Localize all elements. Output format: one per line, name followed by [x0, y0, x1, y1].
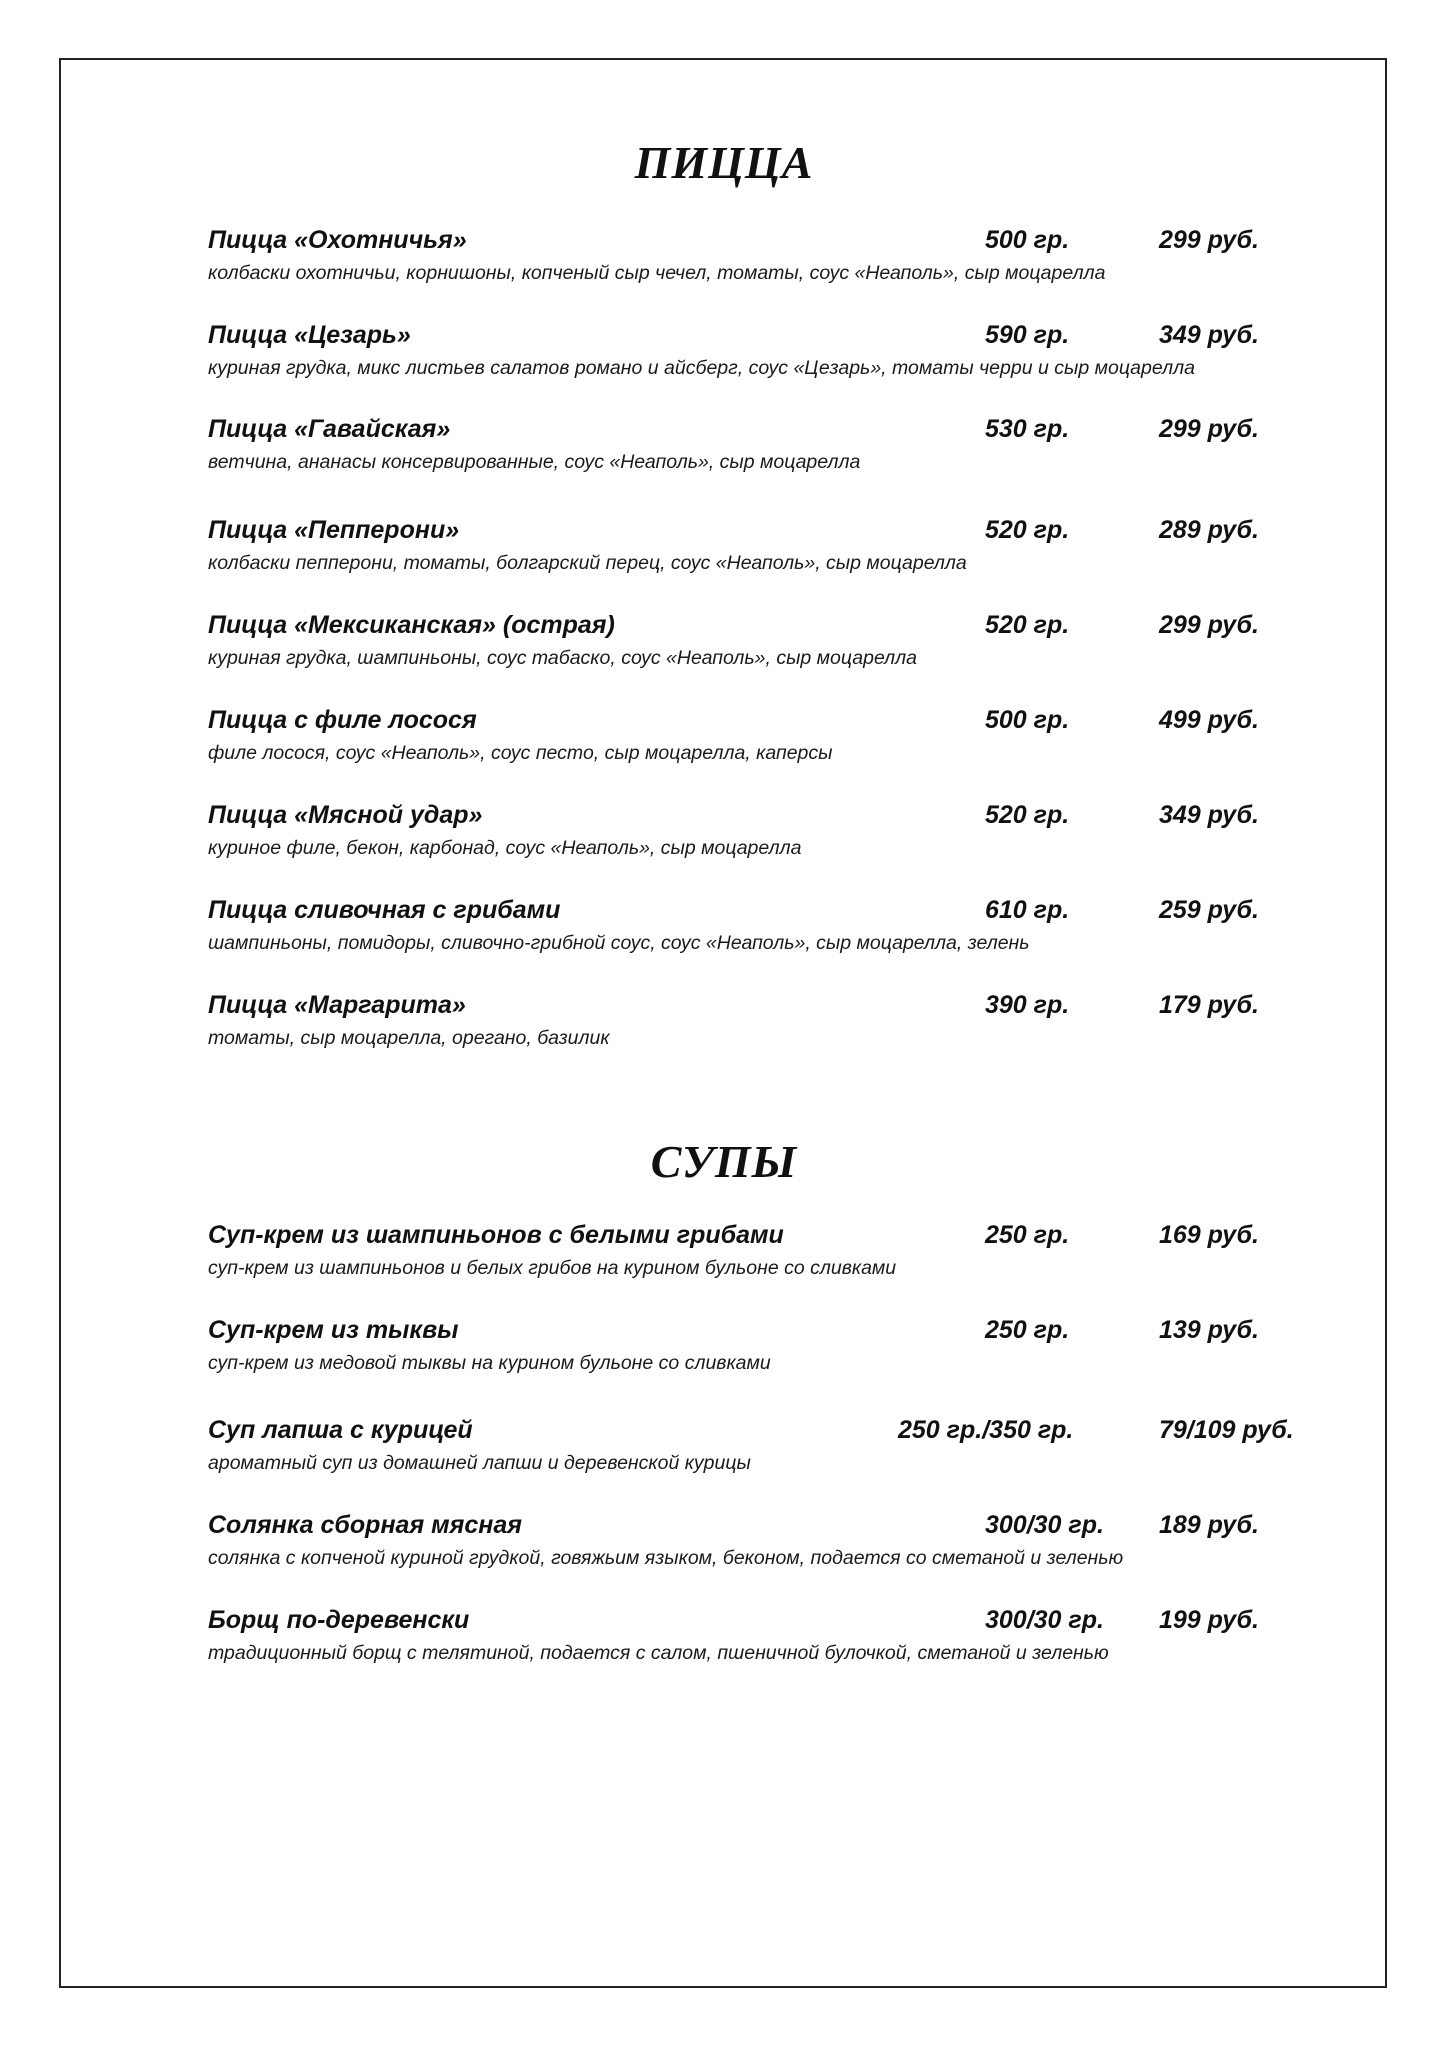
- item-name: Солянка сборная мясная: [208, 1511, 522, 1539]
- menu-item: [208, 226, 1358, 296]
- menu-item: [208, 611, 1358, 681]
- menu-item: [208, 801, 1358, 871]
- item-price: 499 руб.: [1159, 706, 1259, 734]
- item-price: 289 руб.: [1159, 516, 1259, 544]
- menu-item: [208, 415, 1358, 485]
- item-price: 299 руб.: [1159, 415, 1259, 443]
- item-price: 169 руб.: [1159, 1221, 1259, 1249]
- item-description: томаты, сыр моцарелла, орегано, базилик: [208, 1027, 610, 1049]
- item-name: Пицца «Пепперони»: [208, 516, 460, 544]
- section-title-pizza: ПИЦЦА: [634, 137, 814, 188]
- item-name: Пицца «Охотничья»: [208, 226, 467, 254]
- item-name: Пицца «Мясной удар»: [208, 801, 483, 829]
- item-price: 139 руб.: [1159, 1316, 1259, 1344]
- item-weight: 500 гр.: [985, 706, 1070, 734]
- item-description: суп-крем из медовой тыквы на курином бульоне со сливками: [208, 1352, 771, 1374]
- section-title-soups: СУПЫ: [650, 1136, 798, 1187]
- item-description: филе лосося, соус «Неаполь», соус песто, сыр моцарелла, каперсы: [208, 742, 833, 764]
- item-price: 259 руб.: [1159, 896, 1259, 924]
- menu-item: [208, 516, 1358, 586]
- item-name: Пицца сливочная с грибами: [208, 896, 561, 924]
- menu-item: [208, 896, 1358, 966]
- item-description: традиционный борщ с телятиной, подается с салом, пшеничной булочкой, сметаной и зеленью: [208, 1642, 1109, 1664]
- item-weight: 520 гр.: [985, 611, 1070, 639]
- item-name: Пицца с филе лосося: [208, 706, 477, 734]
- item-price: 189 руб.: [1159, 1511, 1259, 1539]
- item-name: Борщ по-деревенски: [208, 1606, 470, 1634]
- item-name: Пицца «Цезарь»: [208, 321, 411, 349]
- item-price: 79/109 руб.: [1159, 1416, 1294, 1444]
- item-name: Суп-крем из шампиньонов с белыми грибами: [208, 1221, 784, 1249]
- item-price: 349 руб.: [1159, 801, 1259, 829]
- item-description: колбаски пепперони, томаты, болгарский перец, соус «Неаполь», сыр моцарелла: [208, 552, 967, 574]
- item-name: Суп лапша с курицей: [208, 1416, 473, 1444]
- item-name: Пицца «Маргарита»: [208, 991, 466, 1019]
- item-weight: 250 гр.: [985, 1316, 1070, 1344]
- menu-item: [208, 1606, 1358, 1676]
- item-price: 199 руб.: [1159, 1606, 1259, 1634]
- item-price: 179 руб.: [1159, 991, 1259, 1019]
- menu-item: [208, 1316, 1358, 1386]
- item-price: 349 руб.: [1159, 321, 1259, 349]
- item-description: колбаски охотничьи, корнишоны, копченый сыр чечел, томаты, соус «Неаполь», сыр моцарелла: [208, 262, 1106, 284]
- item-name: Суп-крем из тыквы: [208, 1316, 459, 1344]
- item-weight: 610 гр.: [985, 896, 1070, 924]
- menu-item: [208, 991, 1358, 1061]
- menu-item: [208, 1416, 1358, 1486]
- item-description: куриное филе, бекон, карбонад, соус «Неаполь», сыр моцарелла: [208, 837, 802, 859]
- item-name: Пицца «Мексиканская» (острая): [208, 611, 615, 639]
- item-description: солянка с копченой куриной грудкой, говяжьим языком, беконом, подается со сметаной и зеленью: [208, 1547, 1124, 1569]
- item-weight: 520 гр.: [985, 516, 1070, 544]
- item-description: куриная грудка, микс листьев салатов романо и айсберг, соус «Цезарь», томаты черри и сыр моцарелла: [208, 357, 1195, 379]
- item-description: куриная грудка, шампиньоны, соус табаско, соус «Неаполь», сыр моцарелла: [208, 647, 917, 669]
- item-description: шампиньоны, помидоры, сливочно-грибной соус, соус «Неаполь», сыр моцарелла, зелень: [208, 932, 1030, 954]
- item-weight: 300/30 гр.: [985, 1606, 1104, 1634]
- item-description: суп-крем из шампиньонов и белых грибов на курином бульоне со сливками: [208, 1257, 897, 1279]
- item-description: ветчина, ананасы консервированные, соус «Неаполь», сыр моцарелла: [208, 451, 861, 473]
- menu-item: [208, 1511, 1358, 1581]
- item-weight: 250 гр./350 гр.: [898, 1416, 1074, 1444]
- item-weight: 500 гр.: [985, 226, 1070, 254]
- menu-item: [208, 321, 1358, 391]
- item-weight: 300/30 гр.: [985, 1511, 1104, 1539]
- item-name: Пицца «Гавайская»: [208, 415, 451, 443]
- menu-item: [208, 706, 1358, 776]
- item-description: ароматный суп из домашней лапши и деревенской курицы: [208, 1452, 751, 1474]
- item-weight: 520 гр.: [985, 801, 1070, 829]
- item-weight: 530 гр.: [985, 415, 1070, 443]
- menu-item: [208, 1221, 1358, 1291]
- item-weight: 590 гр.: [985, 321, 1070, 349]
- item-weight: 390 гр.: [985, 991, 1070, 1019]
- item-price: 299 руб.: [1159, 226, 1259, 254]
- item-weight: 250 гр.: [985, 1221, 1070, 1249]
- item-price: 299 руб.: [1159, 611, 1259, 639]
